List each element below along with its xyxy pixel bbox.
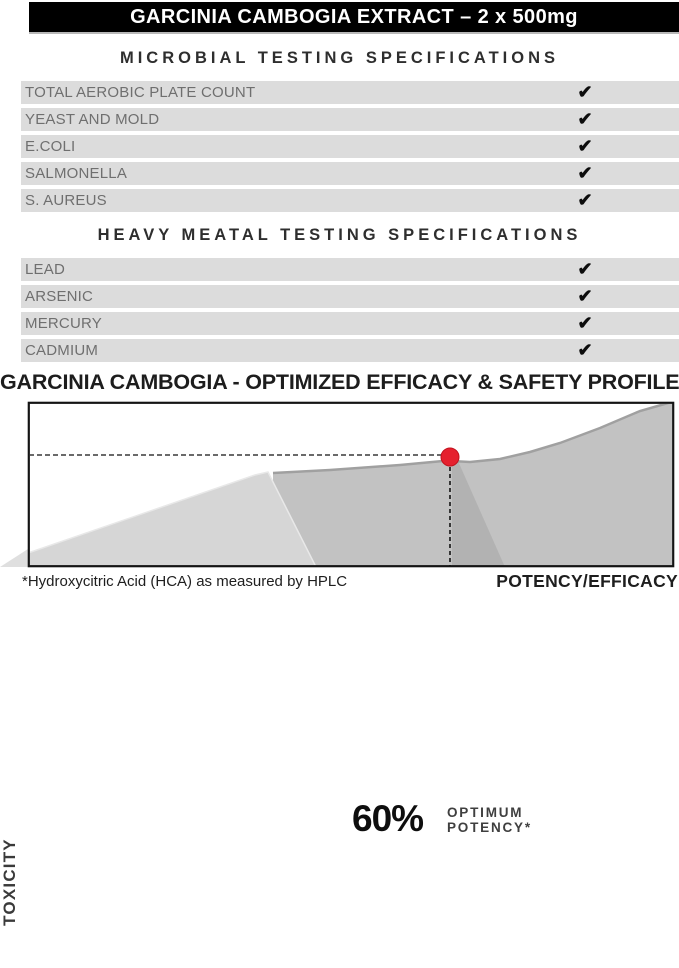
spec-row (21, 312, 679, 335)
spec-label: E.COLI (25, 138, 76, 155)
spec-label: YEAST AND MOLD (25, 111, 160, 128)
checkmark-icon: ✔ (577, 340, 593, 360)
front-toxicity-area (28, 472, 316, 567)
annotation-label (447, 805, 532, 835)
heavy-metal-spec-table (21, 258, 679, 366)
product-title: GARCINIA CAMBOGIA EXTRACT – 2 x 500mg (130, 5, 578, 28)
optimum-point-marker (441, 448, 459, 466)
checkmark-icon: ✔ (577, 82, 593, 102)
checkmark-icon: ✔ (577, 259, 593, 279)
chart-canvas (0, 395, 679, 575)
checkmark-icon: ✔ (577, 313, 593, 333)
section-heading-heavy-metal: HEAVY MEATAL TESTING SPECIFICATIONS (97, 226, 582, 244)
spec-row (21, 339, 679, 362)
y-axis-label: TOXICITY (0, 838, 19, 926)
spec-label: SALMONELLA (25, 165, 128, 182)
annotation-value: 60% (352, 798, 424, 839)
checkmark-icon: ✔ (577, 136, 593, 156)
spec-row (21, 135, 679, 158)
checkmark-icon: ✔ (577, 190, 593, 210)
header-bar (29, 2, 679, 32)
silhouette-spill (0, 549, 28, 567)
spec-label: S. AUREUS (25, 192, 107, 209)
annotation-line2: POTENCY* (447, 820, 532, 835)
spec-row (21, 162, 679, 185)
microbial-spec-table (21, 81, 679, 216)
section-heading-microbial: MICROBIAL TESTING SPECIFICATIONS (119, 49, 560, 67)
spec-label: ARSENIC (25, 288, 94, 305)
chart-title: GARCINIA CAMBOGIA - OPTIMIZED EFFICACY & SAFETY PROFILE (0, 370, 679, 394)
spec-row (21, 258, 679, 281)
spec-label: TOTAL AEROBIC PLATE COUNT (25, 84, 256, 101)
x-axis-label: POTENCY/EFFICACY (496, 571, 678, 591)
spec-label: LEAD (25, 261, 65, 278)
checkmark-icon: ✔ (577, 286, 593, 306)
annotation-line1: OPTIMUM (447, 805, 524, 820)
spec-row (21, 285, 679, 308)
spec-label: CADMIUM (25, 342, 99, 359)
checkmark-icon: ✔ (577, 163, 593, 183)
spec-row (21, 189, 679, 212)
spec-row (21, 108, 679, 131)
footnote: *Hydroxycitric Acid (HCA) as measured by HPLC (22, 573, 348, 590)
spec-label: MERCURY (25, 315, 102, 332)
checkmark-icon: ✔ (577, 109, 593, 129)
spec-row (21, 81, 679, 104)
